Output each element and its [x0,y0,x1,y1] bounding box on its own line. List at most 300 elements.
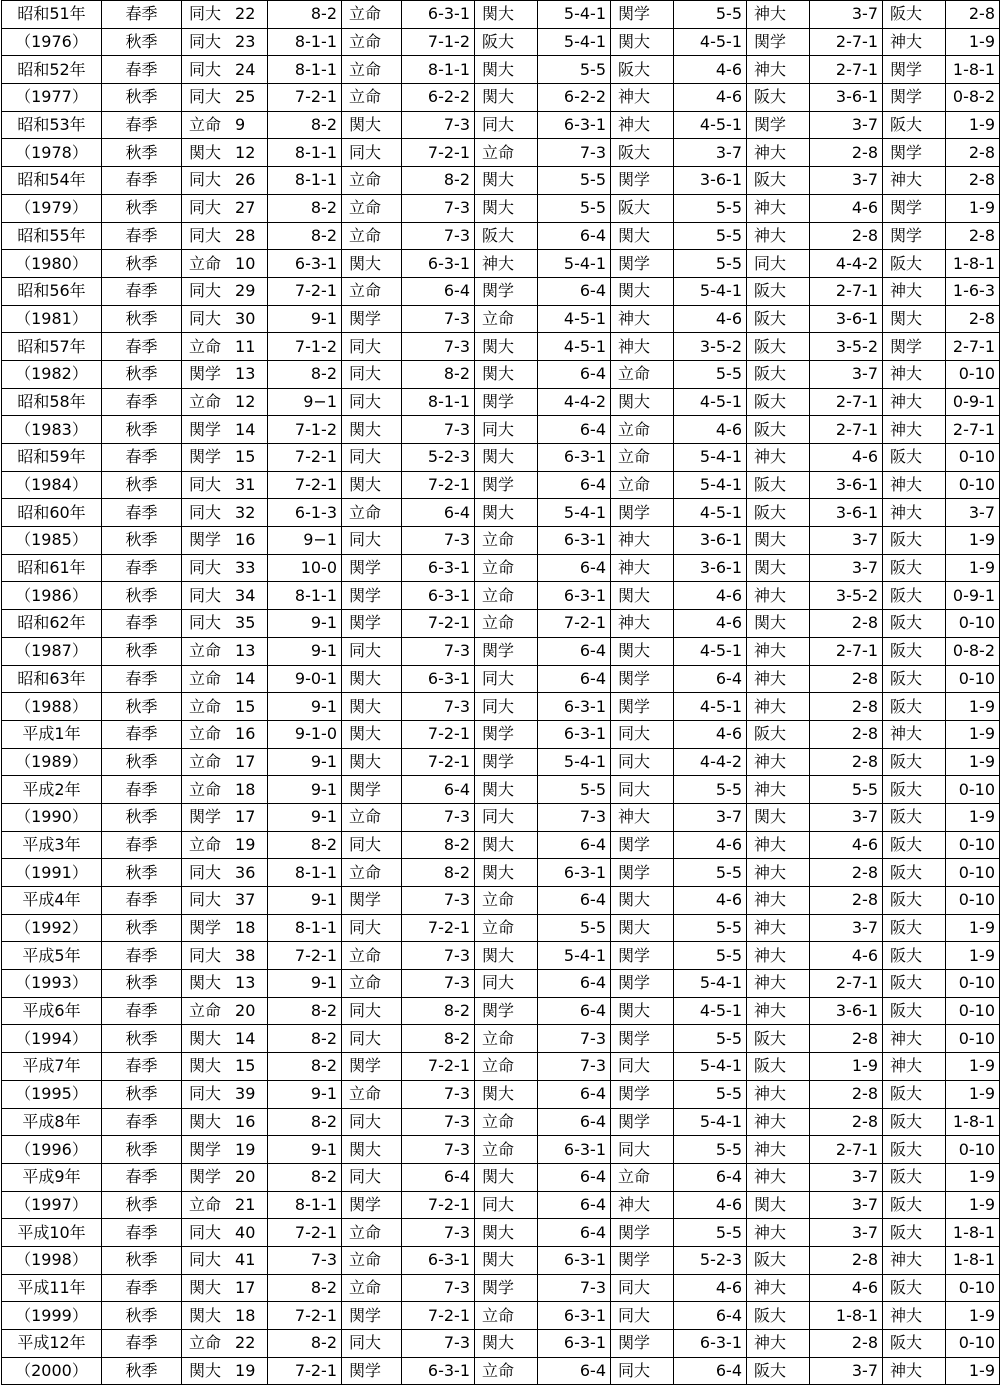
team-cell [611,139,674,167]
team-name: 阪大 [754,170,787,190]
team-name: 関学 [890,198,923,218]
team-name: 関大 [482,59,515,79]
record-cell: 7-3 [538,1274,611,1302]
record-cell: 6-3-1 [402,1357,475,1385]
team-cell [342,637,402,665]
record-cell: 0-10 [946,444,1000,472]
team-name: 同大 [189,502,222,522]
team-cell [475,1302,538,1330]
team-name: 神大 [754,945,787,965]
season-cell: 秋季 [102,582,182,610]
record-cell: 4-6 [810,194,883,222]
record-cell: 5-5 [538,914,611,942]
record-cell: 2-8 [810,222,883,250]
team-name: 関学 [189,530,222,550]
team-name: 同大 [189,585,222,605]
record-cell: 8-2 [268,1163,342,1191]
team-name: 神大 [618,336,651,356]
championship-count: 23 [235,32,256,52]
team-cell [342,139,402,167]
season-cell: 春季 [102,997,182,1025]
team-cell [747,637,810,665]
team-name: 阪大 [890,447,923,467]
record-cell: 5-4-1 [538,499,611,527]
team-cell [611,444,674,472]
team-cell [611,333,674,361]
western-year-cell: （1996） [2,1136,102,1164]
record-cell: 0-10 [946,610,1000,638]
team-cell [747,84,810,112]
record-cell: 4-5-1 [538,333,611,361]
record-cell: 6-3-1 [674,1330,747,1358]
western-year-cell: （1984） [2,471,102,499]
team-cell [475,139,538,167]
team-cell [475,1053,538,1081]
team-name: 阪大 [618,59,651,79]
team-name: 関学 [618,696,651,716]
season-cell: 秋季 [102,637,182,665]
team-name: 阪大 [890,834,923,854]
team-name: 阪大 [754,391,787,411]
season-row [2,194,1000,222]
team-name: 関大 [482,336,515,356]
record-cell: 8-2 [268,111,342,139]
record-cell: 0-10 [946,360,1000,388]
team-cell [342,416,402,444]
team-cell [475,1330,538,1358]
team-name: 関学 [618,253,651,273]
season-cell: 秋季 [102,1080,182,1108]
team-cell [883,970,946,998]
team-name: 同大 [482,696,515,716]
team-name: 神大 [890,391,923,411]
team-cell [475,693,538,721]
record-cell: 4-6 [674,416,747,444]
season-row [2,333,1000,361]
team-cell [182,305,268,333]
team-cell [611,914,674,942]
team-name: 関学 [618,170,651,190]
record-cell: 2-8 [946,1,1000,29]
record-cell: 5-5 [538,194,611,222]
record-cell: 7-2-1 [268,277,342,305]
team-name: 関大 [189,973,222,993]
team-name: 関学 [618,1084,651,1104]
championship-count: 36 [235,862,256,882]
record-cell: 3-7 [946,499,1000,527]
team-cell [747,1053,810,1081]
team-cell [611,416,674,444]
record-cell: 4-5-1 [674,693,747,721]
team-cell [883,665,946,693]
team-cell [475,360,538,388]
team-cell [747,831,810,859]
team-cell [611,56,674,84]
record-cell: 7-2-1 [402,471,475,499]
record-cell: 9-1 [268,887,342,915]
record-cell: 0-10 [946,665,1000,693]
record-cell: 2-8 [810,610,883,638]
team-cell [747,970,810,998]
record-cell: 3-7 [810,360,883,388]
championship-count: 28 [235,225,256,245]
team-cell [342,1274,402,1302]
team-name: 同大 [618,751,651,771]
team-name: 立命 [482,1139,515,1159]
season-row [2,1025,1000,1053]
team-cell [611,305,674,333]
team-cell [342,970,402,998]
team-cell [611,970,674,998]
team-name: 立命 [618,1167,651,1187]
season-cell: 秋季 [102,194,182,222]
team-name: 関学 [482,281,515,301]
record-cell: 6-4 [674,665,747,693]
team-name: 神大 [754,4,787,24]
era-year-cell: 平成8年 [2,1108,102,1136]
team-cell [475,720,538,748]
championship-count: 32 [235,502,256,522]
record-cell: 0-10 [946,1330,1000,1358]
record-cell: 5-5 [674,1080,747,1108]
record-cell: 1-9 [946,1053,1000,1081]
team-name: 関大 [618,641,651,661]
team-cell [475,1,538,29]
team-cell [883,84,946,112]
team-name: 関学 [618,668,651,688]
era-year-cell: 昭和60年 [2,499,102,527]
team-name: 神大 [754,225,787,245]
team-cell [342,942,402,970]
record-cell: 4-6 [674,582,747,610]
team-cell [342,527,402,555]
record-cell: 7-3 [538,139,611,167]
team-cell [883,942,946,970]
team-cell [611,499,674,527]
team-name: 阪大 [754,308,787,328]
team-cell [747,997,810,1025]
team-cell [182,803,268,831]
team-cell [883,167,946,195]
record-cell: 7-3 [402,970,475,998]
team-name: 阪大 [754,1250,787,1270]
team-name: 神大 [890,502,923,522]
team-name: 立命 [482,1111,515,1131]
team-name: 阪大 [482,225,515,245]
team-name: 神大 [754,142,787,162]
record-cell: 3-6-1 [674,527,747,555]
record-cell: 2-8 [810,139,883,167]
team-name: 同大 [189,308,222,328]
team-name: 神大 [754,198,787,218]
team-cell [883,831,946,859]
team-cell [342,1330,402,1358]
record-cell: 9-1 [268,305,342,333]
team-name: 関学 [349,1194,382,1214]
record-cell: 2-7-1 [810,56,883,84]
team-name: 神大 [890,724,923,744]
western-year-cell: （1981） [2,305,102,333]
team-name: 関大 [754,613,787,633]
team-name: 阪大 [890,1277,923,1297]
record-cell: 0-10 [946,471,1000,499]
record-cell: 1-9 [946,1302,1000,1330]
team-name: 同大 [618,779,651,799]
team-name: 関学 [189,1167,222,1187]
team-name: 関大 [482,198,515,218]
team-name: 阪大 [890,862,923,882]
season-row [2,582,1000,610]
record-cell: 7-2-1 [268,84,342,112]
season-cell: 春季 [102,942,182,970]
championship-count: 15 [235,1056,256,1076]
team-cell [611,610,674,638]
record-cell: 6-4 [402,1163,475,1191]
team-name: 阪大 [754,1305,787,1325]
team-cell [883,139,946,167]
record-cell: 5-4-1 [538,748,611,776]
record-cell: 6-3-1 [402,554,475,582]
record-cell: 6-3-1 [538,582,611,610]
team-cell [342,1302,402,1330]
team-name: 関学 [754,115,787,135]
record-cell: 6-4 [674,1163,747,1191]
team-name: 同大 [189,475,222,495]
western-year-cell: （1993） [2,970,102,998]
season-row [2,1357,1000,1385]
team-cell [747,499,810,527]
team-name: 神大 [618,558,651,578]
record-cell: 5-4-1 [674,1053,747,1081]
era-year-cell: 昭和59年 [2,444,102,472]
team-cell [747,1357,810,1385]
championship-count: 16 [235,530,256,550]
season-row [2,222,1000,250]
team-name: 関大 [618,918,651,938]
team-cell [883,887,946,915]
team-name: 関大 [349,115,382,135]
team-name: 神大 [618,613,651,633]
season-cell: 春季 [102,222,182,250]
record-cell: 6-4 [538,887,611,915]
team-name: 同大 [349,142,382,162]
team-cell [747,360,810,388]
team-name: 神大 [754,1167,787,1187]
team-cell [475,167,538,195]
team-cell [611,859,674,887]
team-name: 立命 [482,1305,515,1325]
championship-count: 37 [235,890,256,910]
team-cell [342,1357,402,1385]
record-cell: 0-10 [946,859,1000,887]
record-cell: 3-7 [810,527,883,555]
team-name: 同大 [189,225,222,245]
record-cell: 3-7 [810,167,883,195]
record-cell: 3-6-1 [810,499,883,527]
record-cell: 4-5-1 [674,637,747,665]
record-cell: 0-10 [946,1025,1000,1053]
team-name: 関学 [349,308,382,328]
team-name: 阪大 [890,1222,923,1242]
record-cell: 4-6 [810,831,883,859]
season-cell: 秋季 [102,139,182,167]
western-year-cell: （1997） [2,1191,102,1219]
record-cell: 5-5 [674,1219,747,1247]
team-name: 阪大 [754,281,787,301]
team-name: 阪大 [482,32,515,52]
record-cell: 7-2-1 [402,1053,475,1081]
team-name: 同大 [189,59,222,79]
era-year-cell: 昭和57年 [2,333,102,361]
team-cell [883,416,946,444]
team-cell [342,1,402,29]
team-cell [475,1191,538,1219]
team-cell [342,610,402,638]
record-cell: 1-9 [946,942,1000,970]
team-cell [182,167,268,195]
record-cell: 7-2-1 [538,610,611,638]
team-cell [342,111,402,139]
team-cell [342,194,402,222]
team-cell [182,1191,268,1219]
team-cell [182,1,268,29]
record-cell: 6-1-3 [268,499,342,527]
era-year-cell: 平成11年 [2,1274,102,1302]
team-name: 阪大 [618,142,651,162]
record-cell: 2-8 [810,1025,883,1053]
record-cell: 0-9-1 [946,582,1000,610]
record-cell: 1-9 [946,28,1000,56]
team-cell [475,222,538,250]
team-name: 阪大 [890,779,923,799]
record-cell: 5-4-1 [538,1,611,29]
team-name: 同大 [189,281,222,301]
team-cell [342,1136,402,1164]
record-cell: 7-3 [402,416,475,444]
record-cell: 4-6 [674,305,747,333]
team-name: 立命 [349,225,382,245]
team-cell [342,1163,402,1191]
record-cell: 7-3 [538,1053,611,1081]
record-cell: 1-9 [946,194,1000,222]
team-name: 同大 [349,336,382,356]
record-cell: 4-4-2 [674,748,747,776]
record-cell: 8-2 [402,167,475,195]
season-cell: 秋季 [102,693,182,721]
season-row [2,139,1000,167]
championship-count: 20 [235,1001,256,1021]
record-cell: 2-7-1 [810,277,883,305]
team-name: 神大 [754,862,787,882]
team-name: 立命 [349,1277,382,1297]
team-cell [747,1330,810,1358]
team-cell [611,1191,674,1219]
western-year-cell: （1992） [2,914,102,942]
team-cell [342,277,402,305]
team-name: 立命 [482,558,515,578]
team-cell [182,1080,268,1108]
team-cell [182,610,268,638]
record-cell: 8-1-1 [268,859,342,887]
team-cell [611,637,674,665]
record-cell: 2-8 [946,305,1000,333]
record-cell: 6-3-1 [402,1,475,29]
team-name: 関大 [349,475,382,495]
championship-count: 19 [235,1139,256,1159]
record-cell: 7-3 [402,803,475,831]
season-cell: 春季 [102,720,182,748]
team-cell [611,167,674,195]
team-cell [342,167,402,195]
team-cell [475,859,538,887]
team-name: 神大 [754,918,787,938]
team-name: 阪大 [890,585,923,605]
team-name: 関大 [482,1167,515,1187]
record-cell: 0-8-2 [946,637,1000,665]
team-cell [747,28,810,56]
season-cell: 秋季 [102,471,182,499]
record-cell: 6-4 [538,1108,611,1136]
record-cell: 9-1 [268,1136,342,1164]
team-name: 同大 [482,668,515,688]
team-name: 関大 [482,862,515,882]
record-cell: 8-2 [402,1025,475,1053]
record-cell: 7-2-1 [402,914,475,942]
team-cell [611,28,674,56]
record-cell: 7-3 [402,1219,475,1247]
record-cell: 1-8-1 [946,1219,1000,1247]
team-name: 阪大 [890,1167,923,1187]
record-cell: 6-3-1 [538,1330,611,1358]
record-cell: 7-3 [402,1080,475,1108]
table-body [2,1,1000,1385]
western-year-cell: （1983） [2,416,102,444]
team-cell [611,831,674,859]
team-name: 同大 [189,1250,222,1270]
record-cell: 1-9 [946,1080,1000,1108]
team-name: 関大 [618,1001,651,1021]
season-row [2,527,1000,555]
team-name: 関学 [349,1361,382,1381]
record-cell: 6-4 [538,1219,611,1247]
record-cell: 6-4 [402,776,475,804]
team-cell [611,84,674,112]
team-name: 同大 [482,419,515,439]
team-cell [883,388,946,416]
championship-count: 11 [235,336,256,356]
team-name: 関大 [349,696,382,716]
team-name: 立命 [618,419,651,439]
team-cell [475,997,538,1025]
team-name: 立命 [349,32,382,52]
record-cell: 3-5-2 [674,333,747,361]
team-name: 関学 [349,585,382,605]
team-cell [182,693,268,721]
era-year-cell: 昭和63年 [2,665,102,693]
western-year-cell: （1988） [2,693,102,721]
championship-count: 12 [235,142,256,162]
record-cell: 3-7 [810,1219,883,1247]
team-name: 関学 [890,336,923,356]
record-cell: 5-5 [538,167,611,195]
championship-count: 41 [235,1250,256,1270]
season-row [2,1080,1000,1108]
team-name: 関大 [482,1250,515,1270]
western-year-cell: （1986） [2,582,102,610]
championship-count: 18 [235,1305,256,1325]
record-cell: 0-10 [946,887,1000,915]
season-cell: 春季 [102,167,182,195]
